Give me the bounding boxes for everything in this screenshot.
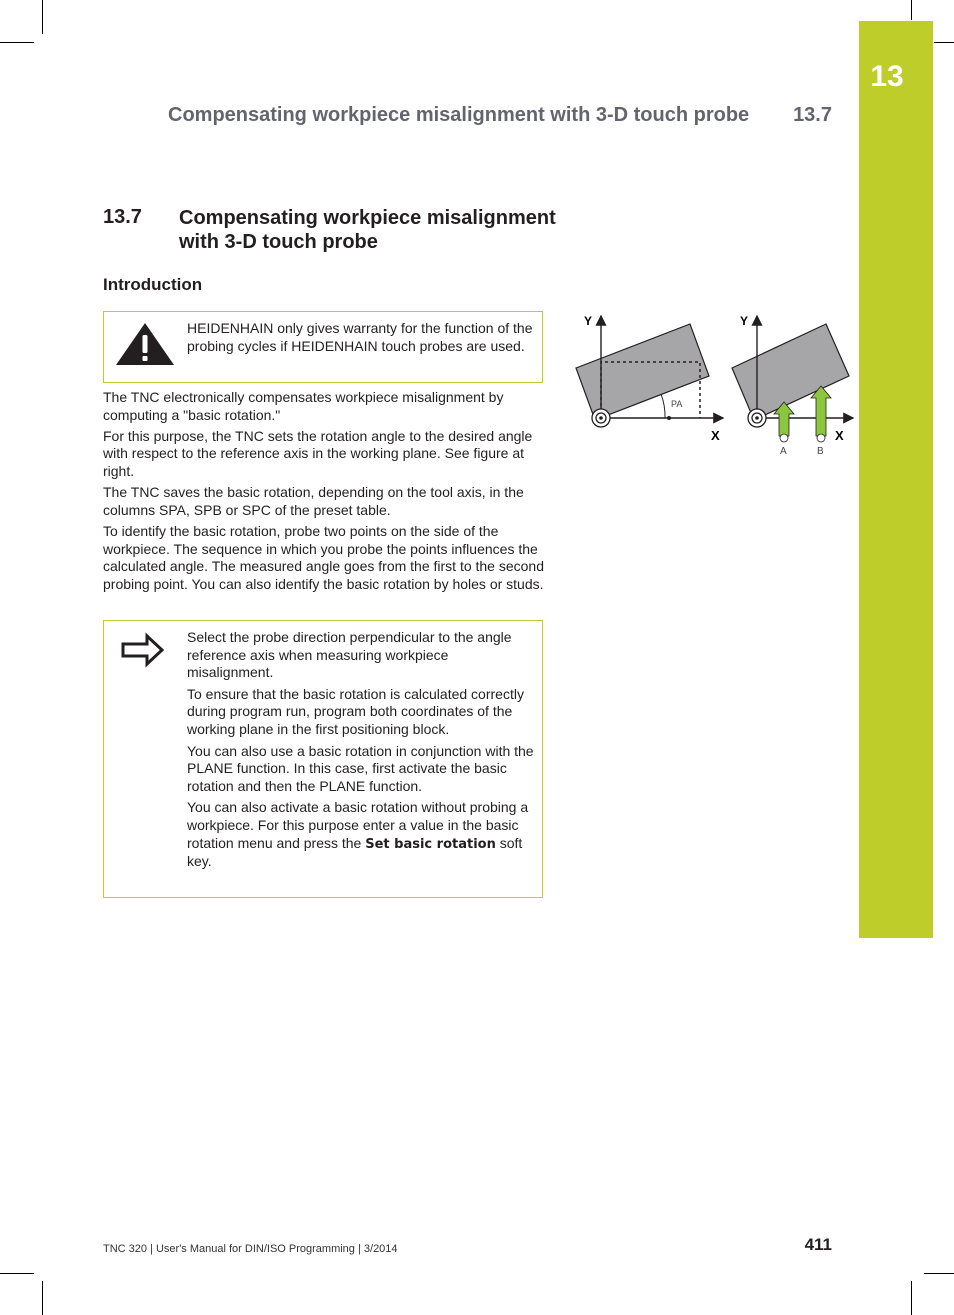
workpiece: [732, 324, 849, 420]
crop-mark: [0, 1273, 34, 1274]
basic-rotation-figure: [573, 306, 863, 471]
crop-mark: [42, 0, 43, 34]
section-number: 13.7: [103, 206, 142, 228]
section-title: Compensating workpiece misalignment with 3-D touch probe: [179, 207, 556, 253]
angle-label: PA: [671, 399, 683, 409]
page-number: 411: [804, 1235, 832, 1254]
subheading: Introduction: [103, 275, 203, 294]
tip-paragraph: Select the probe direction perpendicular to the angle reference axis when measuring workpiece misalignment.: [187, 629, 512, 681]
chapter-number: 13: [870, 60, 904, 93]
warning-note: [103, 311, 543, 383]
paragraph: For this purpose, the TNC sets the rotation angle to the desired angle with respect to the reference axis in the working plane. See figure at right.: [103, 427, 533, 479]
paragraph: The TNC saves the basic rotation, depending on the tool axis, in the columns SPA, SPB or SPC of the preset table.: [103, 484, 524, 518]
x-axis-label: X: [711, 428, 720, 443]
tip-text-after: soft key.: [187, 834, 523, 870]
probe-arrow-b: [811, 386, 831, 436]
crop-mark: [911, 0, 912, 20]
softkey-name: Set basic rotation: [365, 836, 496, 852]
tip-paragraph: [187, 799, 537, 870]
right-diagram: [732, 314, 853, 457]
y-axis-label: Y: [584, 314, 593, 328]
crop-mark: [924, 1273, 954, 1274]
tip-paragraph: To ensure that the basic rotation is calculated correctly during program run, program both coordinates of the working plane in the first positioning block.: [187, 685, 524, 737]
point-a-label: A: [780, 446, 787, 457]
left-diagram: [576, 314, 723, 443]
workpiece: [576, 324, 709, 420]
x-axis-label: X: [835, 428, 844, 443]
crop-mark: [934, 42, 954, 43]
chapter-tab: [859, 21, 933, 938]
crop-mark: [42, 1281, 43, 1315]
arrow-right-icon: [114, 631, 176, 676]
y-axis-label: Y: [740, 314, 749, 328]
crop-mark: [911, 1281, 912, 1315]
warning-triangle-icon: [114, 322, 176, 371]
tip-text-before: You can also activate a basic rotation without probing a workpiece. For this purpose enter a value in the basic rotation menu and press the: [187, 799, 529, 851]
footer-text: TNC 320 | User's Manual for DIN/ISO Programming | 3/2014: [103, 1243, 398, 1255]
body-text: [103, 389, 545, 597]
tip-text: [187, 629, 537, 875]
angle-arc: [661, 394, 665, 418]
running-header-number: 13.7: [793, 104, 832, 126]
tip-note: [103, 620, 543, 898]
warning-text: [187, 320, 537, 359]
tip-paragraph: You can also use a basic rotation in conjunction with the PLANE function. In this case, first activate the basic rotation and then the PLANE function.: [187, 742, 534, 794]
crop-mark: [0, 42, 34, 43]
running-header-title: Compensating workpiece misalignment with 3-D touch probe: [168, 104, 750, 126]
running-header: [168, 104, 832, 127]
paragraph: The TNC electronically compensates workpiece misalignment by computing a "basic rotation.": [103, 389, 504, 423]
point-b-label: B: [817, 446, 824, 457]
paragraph: To identify the basic rotation, probe two points on the side of the workpiece. The sequence in which you probe the points influences the calculated angle. The measured angle goes from the first to the second probing point. You can also identify the basic rotation by holes or studs.: [103, 522, 545, 592]
warning-paragraph: HEIDENHAIN only gives warranty for the function of the probing cycles if HEIDENHAIN touch probes are used.: [187, 320, 533, 354]
